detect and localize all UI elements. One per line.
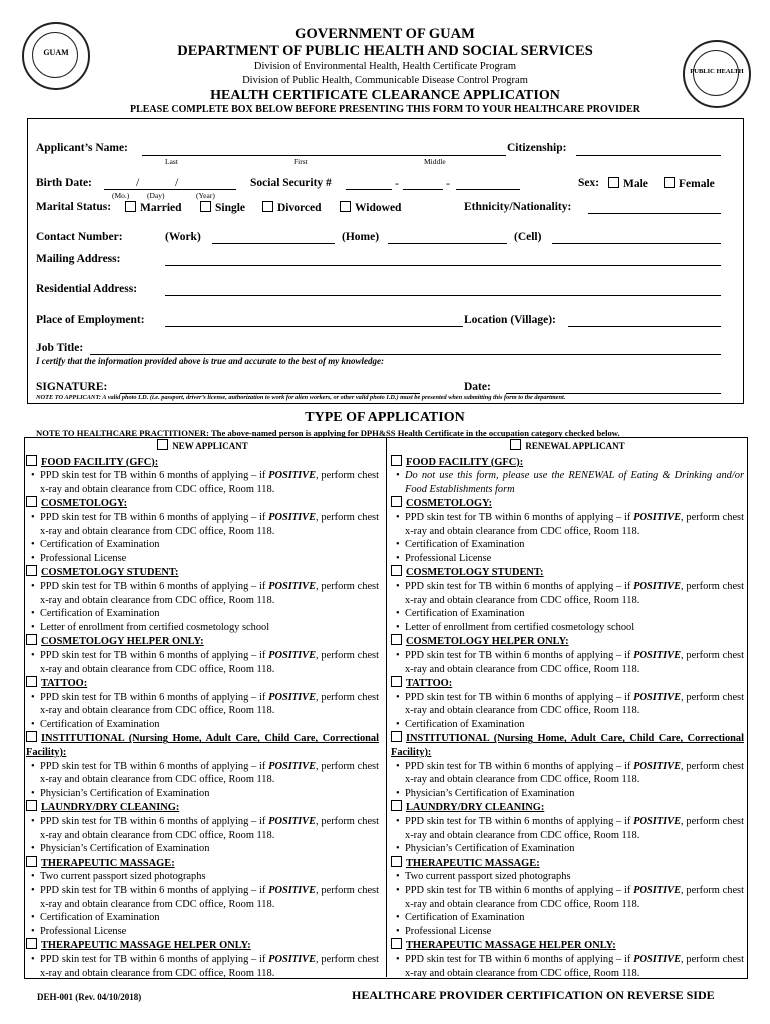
ren-laundry-ppd: • PPD skin test for TB within 6 months of applying – if POSITIVE, perform chest x-ray and obtain clearance from CDC office, Room 118. bbox=[405, 815, 744, 842]
widowed-label: Widowed bbox=[355, 202, 402, 214]
citizenship-field[interactable] bbox=[576, 155, 721, 156]
male-checkbox[interactable] bbox=[608, 177, 619, 188]
checkbox[interactable] bbox=[26, 565, 37, 576]
ren-cos-student-label: COSMETOLOGY STUDENT: bbox=[406, 567, 544, 579]
ren-massage-helper[interactable] bbox=[391, 938, 744, 953]
job-title-label: Job Title: bbox=[36, 342, 84, 354]
new-cos-helper-label: COSMETOLOGY HELPER ONLY: bbox=[41, 636, 204, 648]
female-label: Female bbox=[679, 178, 715, 190]
female-checkbox[interactable] bbox=[664, 177, 675, 188]
checkbox[interactable] bbox=[391, 938, 402, 949]
renewal-applicant-checkbox[interactable] bbox=[510, 439, 521, 450]
new-student-enroll: • Letter of enrollment from certified cosmetology school bbox=[40, 621, 379, 635]
home-phone-field[interactable] bbox=[388, 243, 507, 244]
home-label: (Home) bbox=[342, 231, 380, 243]
checkbox[interactable] bbox=[26, 455, 37, 466]
ren-massage-helper-label: THERAPEUTIC MASSAGE HELPER ONLY: bbox=[406, 940, 616, 952]
certify-statement: I certify that the information provided above is true and accurate to the best of my knowledge: bbox=[36, 356, 384, 366]
divorced-label: Divorced bbox=[277, 202, 322, 214]
married-label: Married bbox=[140, 202, 182, 214]
new-applicant-checkbox[interactable] bbox=[157, 439, 168, 450]
ren-food-facility[interactable] bbox=[391, 455, 744, 470]
ssn-field-1[interactable] bbox=[346, 189, 392, 190]
new-tattoo-ppd: • PPD skin test for TB within 6 months of applying – if POSITIVE, perform chest x-ray and obtain clearance from CDC office, Room 118. bbox=[40, 691, 379, 718]
ethnicity-label: Ethnicity/Nationality: bbox=[464, 201, 572, 213]
applicant-name-label: Applicant’s Name: bbox=[36, 142, 128, 154]
ren-food-note: • Do not use this form, please use the RENEWAL of Eating & Drinking and/or Food Establishments form bbox=[405, 469, 744, 496]
new-massage-license: • Professional License bbox=[40, 925, 379, 939]
new-massage[interactable] bbox=[26, 856, 379, 871]
mailing-address-label: Mailing Address: bbox=[36, 253, 121, 265]
last-label: Last bbox=[165, 157, 178, 166]
residential-address-field[interactable] bbox=[165, 295, 721, 296]
instruction: PLEASE COMPLETE BOX BELOW BEFORE PRESENTING THIS FORM TO YOUR HEALTHCARE PROVIDER bbox=[129, 104, 640, 115]
checkbox[interactable] bbox=[391, 634, 402, 645]
contact-number-label: Contact Number: bbox=[36, 231, 123, 243]
employment-field[interactable] bbox=[165, 326, 463, 327]
new-tattoo[interactable] bbox=[26, 676, 379, 691]
seal-left-text: GUAM bbox=[43, 48, 69, 57]
job-title-text: Job Title bbox=[36, 342, 80, 354]
middle-label: Middle bbox=[424, 157, 446, 166]
first-label: First bbox=[294, 157, 308, 166]
new-food-ppd: • PPD skin test for TB within 6 months of applying – if POSITIVE, perform chest x-ray and obtain clearance from CDC office, Room 118. bbox=[40, 469, 379, 496]
checkbox[interactable] bbox=[391, 856, 402, 867]
mo-label: (Mo.) bbox=[112, 191, 130, 200]
new-applicant-label: NEW APPLICANT bbox=[172, 441, 248, 451]
ren-cosmetology[interactable] bbox=[391, 496, 744, 511]
type-heading: TYPE OF APPLICATION bbox=[305, 410, 465, 425]
applicant-name-field[interactable] bbox=[142, 155, 506, 156]
new-tattoo-cert: • Certification of Examination bbox=[40, 718, 379, 732]
ssn-label: Social Security # bbox=[250, 177, 332, 189]
signature-label: SIGNATURE: bbox=[36, 381, 108, 393]
new-massage-cert: • Certification of Examination bbox=[40, 911, 379, 925]
applicant-box-bottom bbox=[27, 403, 744, 404]
checkbox[interactable] bbox=[391, 731, 402, 742]
ren-massage-label: THERAPEUTIC MASSAGE: bbox=[406, 857, 540, 869]
ethnicity-field[interactable] bbox=[588, 213, 721, 214]
new-massage-photos: • Two current passport sized photographs bbox=[40, 870, 379, 884]
single-option[interactable] bbox=[200, 201, 245, 214]
gov-heading: GOVERNMENT OF GUAM bbox=[295, 26, 475, 42]
new-cos-student-label: COSMETOLOGY STUDENT: bbox=[41, 567, 179, 579]
ren-tattoo[interactable] bbox=[391, 676, 744, 691]
ren-student-enroll: • Letter of enrollment from certified cosmetology school bbox=[405, 621, 744, 635]
column-divider bbox=[386, 437, 387, 977]
new-laundry[interactable] bbox=[26, 800, 379, 815]
new-laundry-physician: • Physician’s Certification of Examination bbox=[40, 842, 379, 856]
checkbox[interactable] bbox=[26, 938, 37, 949]
ren-cosmetology-label: COSMETOLOGY: bbox=[406, 498, 493, 510]
new-massage-helper[interactable] bbox=[26, 938, 379, 953]
renewal-applicant-label: RENEWAL APPLICANT bbox=[525, 441, 625, 451]
renewal-applicant-column bbox=[391, 439, 744, 980]
ren-cos-student[interactable] bbox=[391, 565, 744, 580]
ssn-field-2[interactable] bbox=[403, 189, 443, 190]
new-massage-helper-label: THERAPEUTIC MASSAGE HELPER ONLY: bbox=[41, 940, 251, 952]
location-field[interactable] bbox=[568, 326, 721, 327]
ren-inst-ppd: • PPD skin test for TB within 6 months of applying – if POSITIVE, perform chest x-ray and obtain clearance from CDC office, Room 118. bbox=[405, 760, 744, 787]
new-student-ppd: • PPD skin test for TB within 6 months of applying – if POSITIVE, perform chest x-ray and obtain clearance from CDC office, Room 118. bbox=[40, 580, 379, 607]
ren-institutional-label: INSTITUTIONAL (Nursing Home, Adult Care, Child Care, Correctional Facility): bbox=[391, 733, 744, 759]
work-phone-field[interactable] bbox=[212, 243, 335, 244]
birth-date-label: Birth Date: bbox=[36, 177, 92, 189]
reverse-side-note: HEALTHCARE PROVIDER CERTIFICATION ON REVERSE SIDE bbox=[352, 988, 715, 1002]
checkbox[interactable] bbox=[26, 800, 37, 811]
divorced-checkbox[interactable] bbox=[262, 201, 273, 212]
applicant-note: NOTE TO APPLICANT: A valid photo I.D. (i.e. passport, driver’s license, authorization to work for alien workers, or other valid photo I.D.) must be presented when submitting this form to the department. bbox=[36, 394, 566, 401]
divorced-option[interactable] bbox=[262, 201, 322, 214]
division-1: Division of Environmental Health, Health Certificate Program bbox=[253, 61, 517, 72]
checkbox[interactable] bbox=[391, 455, 402, 466]
new-student-cert: • Certification of Examination bbox=[40, 607, 379, 621]
checkbox[interactable] bbox=[391, 565, 402, 576]
ren-student-ppd: • PPD skin test for TB within 6 months of applying – if POSITIVE, perform chest x-ray and obtain clearance from CDC office, Room 118. bbox=[405, 580, 744, 607]
checkbox[interactable] bbox=[391, 496, 402, 507]
job-title-field[interactable] bbox=[90, 354, 721, 355]
form-title: HEALTH CERTIFICATE CLEARANCE APPLICATION bbox=[210, 88, 560, 103]
practitioner-note: NOTE TO HEALTHCARE PRACTITIONER: The above-named person is applying for DPH&SS Health Certificate in the occupation category checked below. bbox=[36, 428, 620, 438]
ren-massage-cert: • Certification of Examination bbox=[405, 911, 744, 925]
form-number: DEH-001 (Rev. 04/10/2018) bbox=[37, 992, 142, 1002]
ren-inst-physician: • Physician’s Certification of Examination bbox=[405, 787, 744, 801]
new-food-facility-label: FOOD FACILITY (GFC): bbox=[41, 456, 159, 468]
work-label: (Work) bbox=[165, 231, 201, 243]
ren-massage[interactable] bbox=[391, 856, 744, 871]
new-cosmetology[interactable] bbox=[26, 496, 379, 511]
citizenship-label: Citizenship: bbox=[507, 142, 567, 154]
male-label: Male bbox=[623, 178, 648, 190]
new-cos-helper[interactable] bbox=[26, 634, 379, 649]
ren-massage-ppd: • PPD skin test for TB within 6 months of applying – if POSITIVE, perform chest x-ray and obtain clearance from CDC office, Room 118. bbox=[405, 884, 744, 911]
location-label: Location (Village): bbox=[464, 314, 556, 326]
birth-date-slash-1: / bbox=[136, 175, 140, 189]
new-institutional-label: INSTITUTIONAL (Nursing Home, Adult Care, Child Care, Correctional Facility): bbox=[26, 733, 379, 759]
ssn-dash-1: - bbox=[395, 176, 399, 190]
ren-cos-helper-label: COSMETOLOGY HELPER ONLY: bbox=[406, 636, 569, 648]
ren-laundry-label: LAUNDRY/DRY CLEANING: bbox=[406, 802, 545, 814]
mailing-address-field[interactable] bbox=[165, 265, 721, 266]
new-mhelper-ppd: • PPD skin test for TB within 6 months of applying – if POSITIVE, perform chest x-ray and obtain clearance from CDC office, Room 118. bbox=[40, 953, 379, 980]
cell-label: (Cell) bbox=[514, 231, 542, 243]
ren-cos-ppd: • PPD skin test for TB within 6 months of applying – if POSITIVE, perform chest x-ray and obtain clearance from CDC office, Room 118. bbox=[405, 511, 744, 538]
ren-cos-cert: • Certification of Examination bbox=[405, 538, 744, 552]
day-label: (Day) bbox=[147, 191, 165, 200]
ren-tattoo-ppd: • PPD skin test for TB within 6 months of applying – if POSITIVE, perform chest x-ray and obtain clearance from CDC office, Room 118. bbox=[405, 691, 744, 718]
sex-label: Sex: bbox=[578, 177, 600, 189]
ren-helper-ppd: • PPD skin test for TB within 6 months of applying – if POSITIVE, perform chest x-ray and obtain clearance from CDC office, Room 118. bbox=[405, 649, 744, 676]
employment-label: Place of Employment: bbox=[36, 314, 145, 326]
birth-date-slash-2: / bbox=[175, 175, 179, 189]
ren-tattoo-label: TATTOO: bbox=[406, 678, 453, 690]
new-applicant-header[interactable] bbox=[26, 439, 379, 454]
checkbox[interactable] bbox=[26, 634, 37, 645]
new-helper-ppd: • PPD skin test for TB within 6 months of applying – if POSITIVE, perform chest x-ray and obtain clearance from CDC office, Room 118. bbox=[40, 649, 379, 676]
single-checkbox[interactable] bbox=[200, 201, 211, 212]
new-massage-label: THERAPEUTIC MASSAGE: bbox=[41, 857, 175, 869]
new-cosmetology-label: COSMETOLOGY: bbox=[41, 498, 128, 510]
ssn-field-3[interactable] bbox=[456, 189, 520, 190]
male-option[interactable] bbox=[608, 177, 648, 190]
new-laundry-ppd: • PPD skin test for TB within 6 months of applying – if POSITIVE, perform chest x-ray and obtain clearance from CDC office, Room 118. bbox=[40, 815, 379, 842]
ren-food-facility-label: FOOD FACILITY (GFC): bbox=[406, 456, 524, 468]
new-tattoo-label: TATTOO: bbox=[41, 678, 88, 690]
birth-date-field[interactable] bbox=[104, 189, 236, 190]
checkbox[interactable] bbox=[26, 731, 37, 742]
new-massage-ppd: • PPD skin test for TB within 6 months of applying – if POSITIVE, perform chest x-ray and obtain clearance from CDC office, Room 118. bbox=[40, 884, 379, 911]
marital-status-label: Marital Status: bbox=[36, 201, 112, 213]
married-checkbox[interactable] bbox=[125, 201, 136, 212]
single-label: Single bbox=[215, 202, 246, 214]
dept-heading: DEPARTMENT OF PUBLIC HEALTH AND SOCIAL SERVICES bbox=[177, 43, 593, 59]
ren-cos-license: • Professional License bbox=[405, 552, 744, 566]
year-label: (Year) bbox=[196, 191, 215, 200]
ren-laundry-physician: • Physician’s Certification of Examination bbox=[405, 842, 744, 856]
ren-institutional[interactable] bbox=[391, 731, 744, 759]
seal-right-text: PUBLIC HEALTH bbox=[690, 68, 744, 75]
new-cos-student[interactable] bbox=[26, 565, 379, 580]
division-2: Division of Public Health, Communicable Disease Control Program bbox=[242, 75, 528, 86]
new-food-facility[interactable] bbox=[26, 455, 379, 470]
new-laundry-label: LAUNDRY/DRY CLEANING: bbox=[41, 802, 180, 814]
new-institutional[interactable] bbox=[26, 731, 379, 759]
new-cos-license: • Professional License bbox=[40, 552, 379, 566]
new-inst-ppd: • PPD skin test for TB within 6 months of applying – if POSITIVE, perform chest x-ray and obtain clearance from CDC office, Room 118. bbox=[40, 760, 379, 787]
widowed-checkbox[interactable] bbox=[340, 201, 351, 212]
ren-laundry[interactable] bbox=[391, 800, 744, 815]
new-cos-cert: • Certification of Examination bbox=[40, 538, 379, 552]
new-applicant-column bbox=[26, 439, 379, 980]
checkbox[interactable] bbox=[26, 496, 37, 507]
new-cos-ppd: • PPD skin test for TB within 6 months of applying – if POSITIVE, perform chest x-ray and obtain clearance from CDC office, Room 118. bbox=[40, 511, 379, 538]
date-label: Date: bbox=[464, 381, 491, 393]
checkbox[interactable] bbox=[26, 676, 37, 687]
ren-student-cert: • Certification of Examination bbox=[405, 607, 744, 621]
checkbox[interactable] bbox=[391, 800, 402, 811]
checkbox[interactable] bbox=[391, 676, 402, 687]
ren-massage-photos: • Two current passport sized photographs bbox=[405, 870, 744, 884]
cell-phone-field[interactable] bbox=[552, 243, 721, 244]
married-option[interactable] bbox=[125, 201, 182, 214]
female-option[interactable] bbox=[664, 177, 715, 190]
ren-tattoo-cert: • Certification of Examination bbox=[405, 718, 744, 732]
widowed-option[interactable] bbox=[340, 201, 401, 214]
ren-massage-license: • Professional License bbox=[405, 925, 744, 939]
residential-address-label: Residential Address: bbox=[36, 283, 138, 295]
ssn-dash-2: - bbox=[446, 176, 450, 190]
ren-cos-helper[interactable] bbox=[391, 634, 744, 649]
ren-mhelper-ppd: • PPD skin test for TB within 6 months of applying – if POSITIVE, perform chest x-ray and obtain clearance from CDC office, Room 118. bbox=[405, 953, 744, 980]
renewal-applicant-header[interactable] bbox=[391, 439, 744, 454]
checkbox[interactable] bbox=[26, 856, 37, 867]
new-inst-physician: • Physician’s Certification of Examination bbox=[40, 787, 379, 801]
